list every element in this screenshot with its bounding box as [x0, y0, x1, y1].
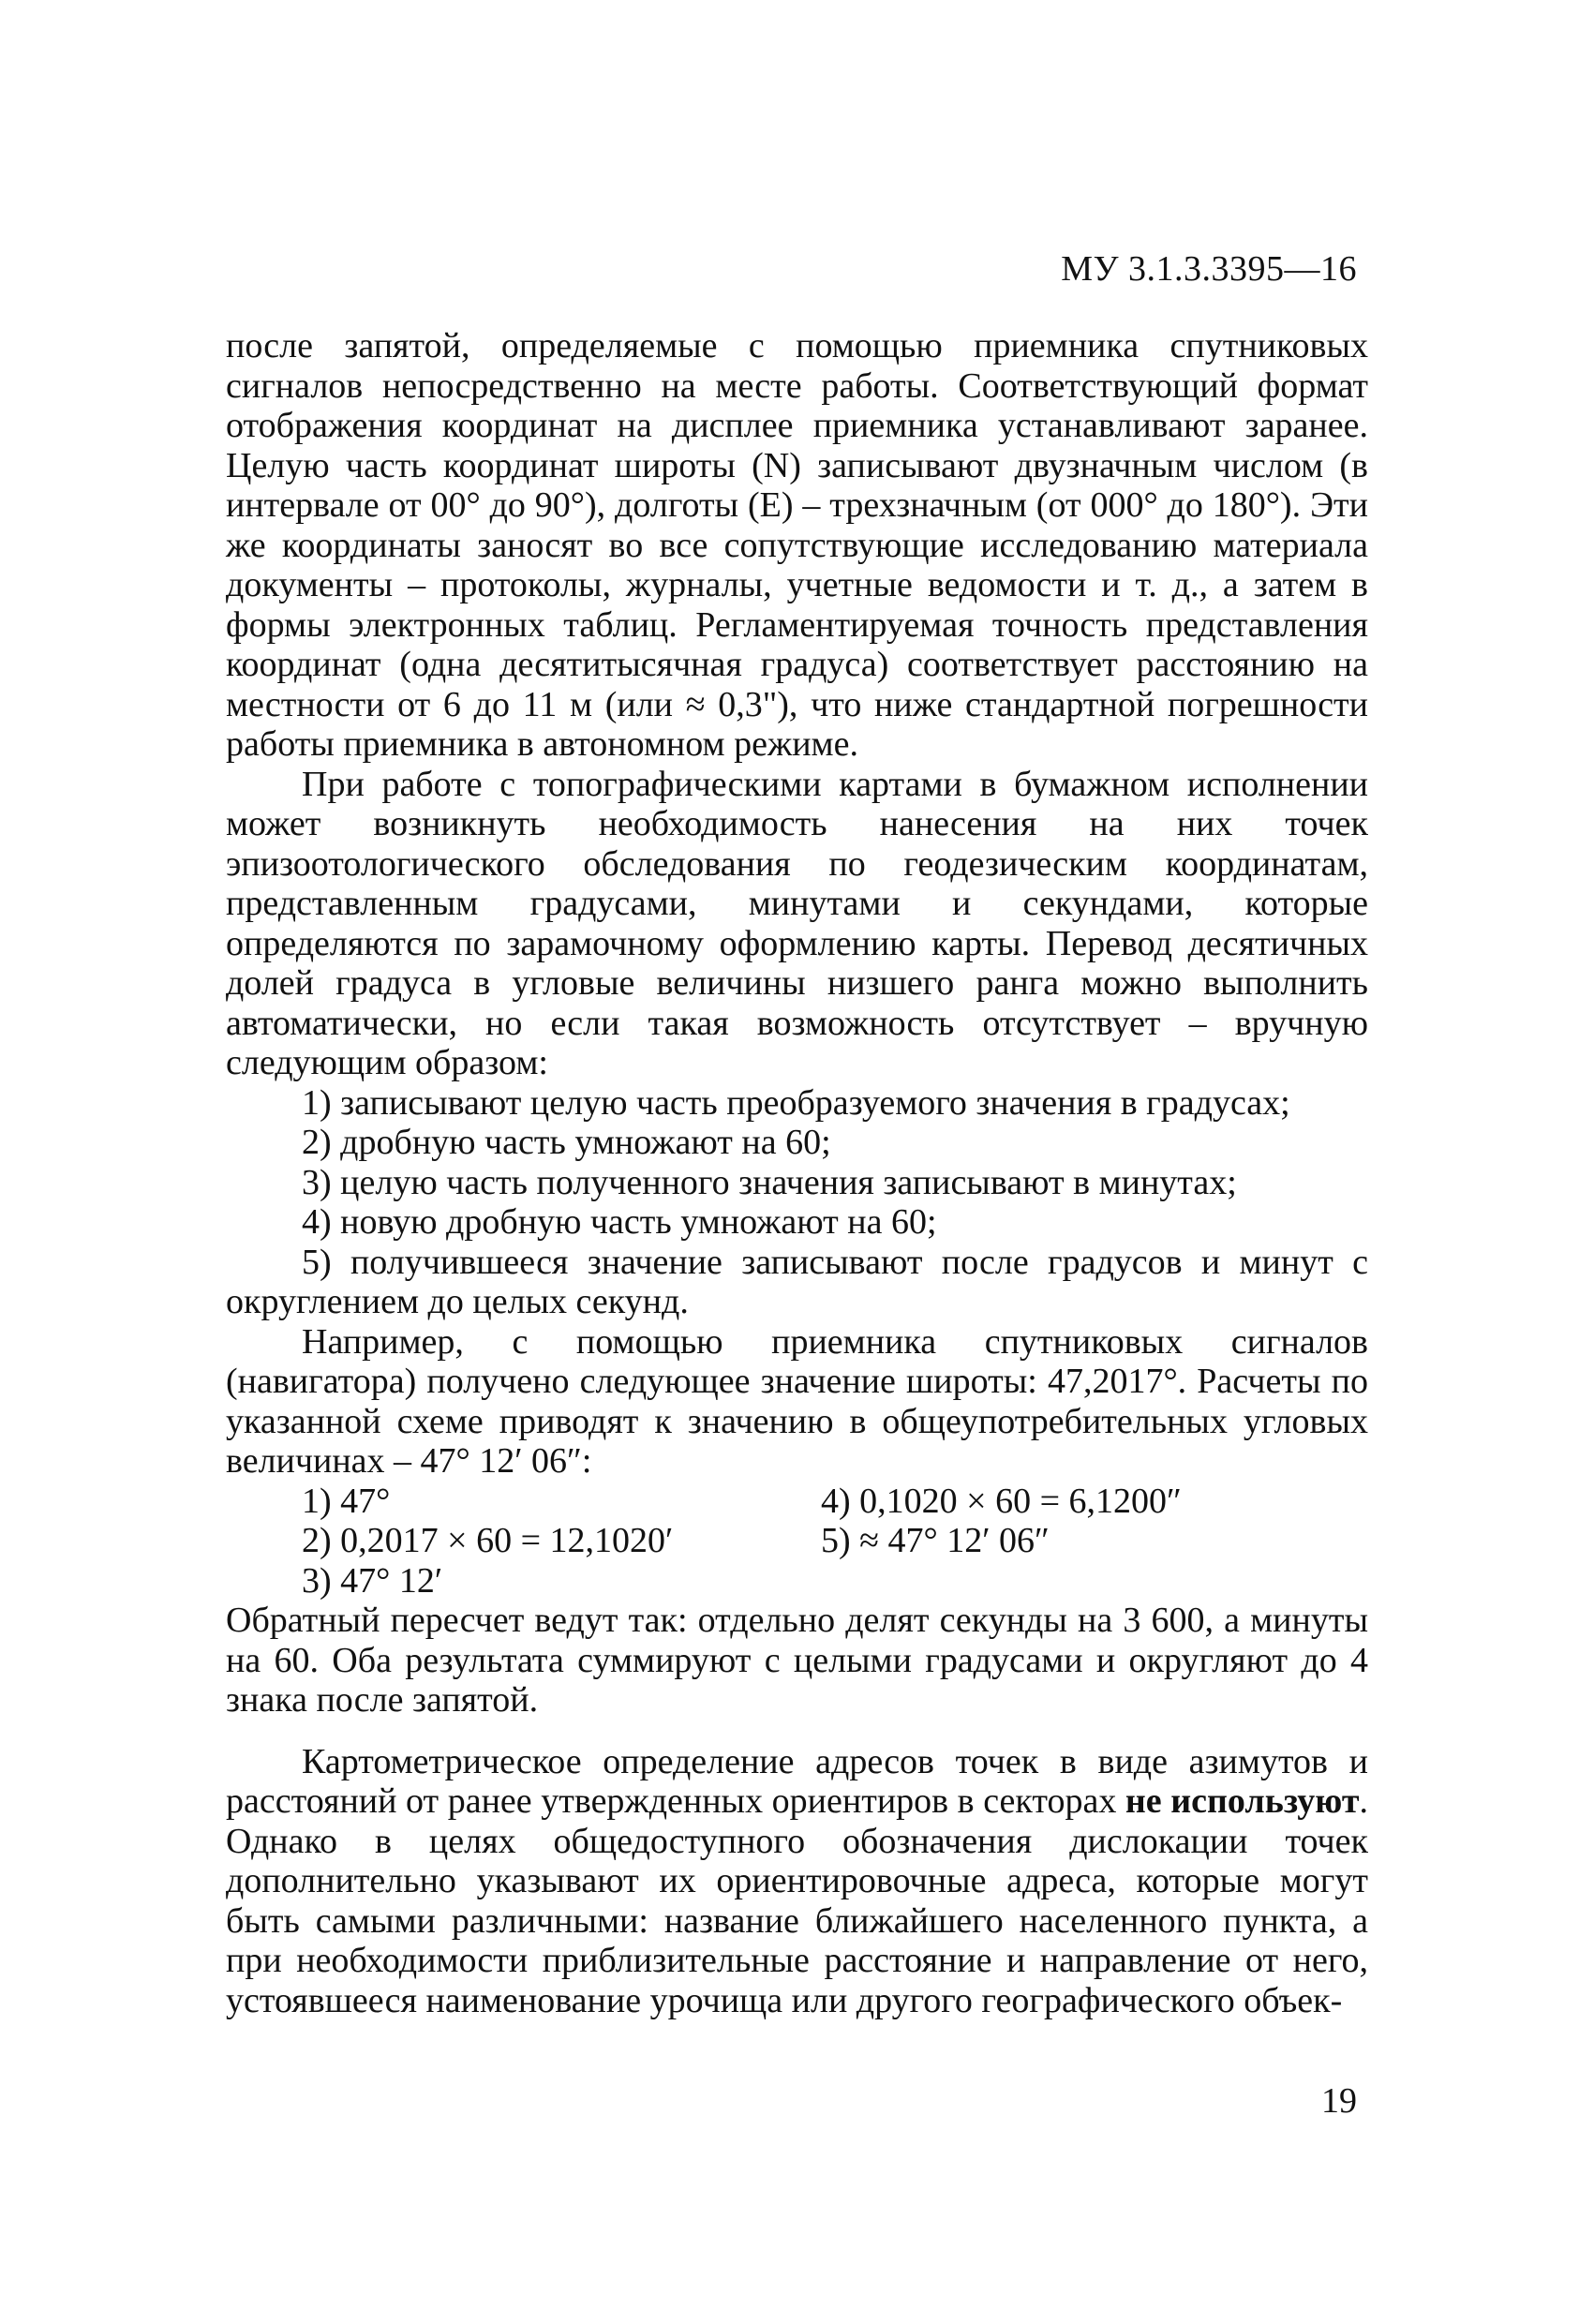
- paragraph-continuation: после запятой, определяемые с помощью приемника спутниковых сигналов непосредственно на месте работы. Соответствующий формат отображения координат на дисплее приемника устанавливают заранее. Целую часть координат широты (N) записывают двузначным числом (в интервале от 00° до 90°), долготы (E) – трехзначным (от 000° до 180°). Эти же координаты заносят во все сопутствующие исследованию материала документы – протоколы, журналы, учетные ведомости и т. д., а затем в формы электронных таблиц. Регламентируемая точность представления координат (одна десятитысячная градуса) соответствует расстоянию на местности от 6 до 11 м (или ≈ 0,3"), что ниже стандартной погрешности работы приемника в автономном режиме.: [226, 326, 1368, 764]
- example-calculation: [226, 1482, 1368, 1601]
- paragraph-example: Например, с помощью приемника спутниковых сигналов (навигатора) получено следующее значение широты: 47,2017°. Расчеты по указанной схеме приводят к значению в общеупотребительных угловых величинах – 47° 12′ 06″:: [226, 1321, 1368, 1481]
- cartometric-text-end: . Однако в целях общедоступного обозначения дислокации точек дополнительно указывают их ориентировочные адреса, которые могут быть самыми различными: название ближайшего населенного пункта, а при необходимости приблизительные расстояние и направление от него, устоявшееся наименование урочища или другого географического объек-: [226, 1781, 1368, 2020]
- page-number: 19: [1321, 2081, 1357, 2121]
- step-item: 3) целую часть полученного значения записывают в минутах;: [302, 1162, 1237, 1202]
- paragraph-reverse-conversion: Обратный пересчет ведут так: отдельно делят секунды на 3 600, а минуты на 60. Оба результата суммируют с целыми градусами и округляют до 4 знака после запятой.: [226, 1601, 1368, 1720]
- step-item: 1) записывают целую часть преобразуемого значения в градусах;: [302, 1082, 1290, 1123]
- example-step-3: 3) 47° 12′: [302, 1560, 443, 1601]
- example-step-4: 4) 0,1020 × 60 = 6,1200″: [821, 1481, 1182, 1521]
- step-item: 4) новую дробную часть умножают на 60;: [302, 1202, 937, 1242]
- paragraph-topographic-maps: При работе с топографическими картами в бумажном исполнении может возникнуть необходимость нанесения на них точек эпизоотологического обследования по геодезическим координатам, представленным градусами, минутами и секундами, которые определяются по зарамочному оформлению карты. Перевод десятичных долей градуса в угловые величины низшего ранга можно выполнить автоматически, но если такая возможность отсутствует – вручную следующим образом:: [226, 764, 1368, 1082]
- example-step-5: 5) ≈ 47° 12′ 06″: [821, 1521, 1050, 1560]
- example-step-2: 2) 0,2017 × 60 = 12,1020′: [302, 1521, 674, 1560]
- paragraph-cartometric: [226, 1742, 1368, 2021]
- step-item: 5) получившееся значение записывают после градусов и минут с округлением до целых секунд.: [226, 1242, 1368, 1321]
- cartometric-text-start: Картометрическое определение адресов точек в виде азимутов и расстояний от ранее утвержденных ориентиров в секторах: [226, 1741, 1368, 1821]
- body-text: [226, 326, 1368, 2020]
- step-item: 2) дробную часть умножают на 60;: [302, 1123, 831, 1162]
- emphasis-not-used: не используют: [1125, 1781, 1360, 1821]
- document-code: МУ 3.1.3.3395—16: [1061, 249, 1357, 289]
- example-step-1: 1) 47°: [302, 1481, 391, 1521]
